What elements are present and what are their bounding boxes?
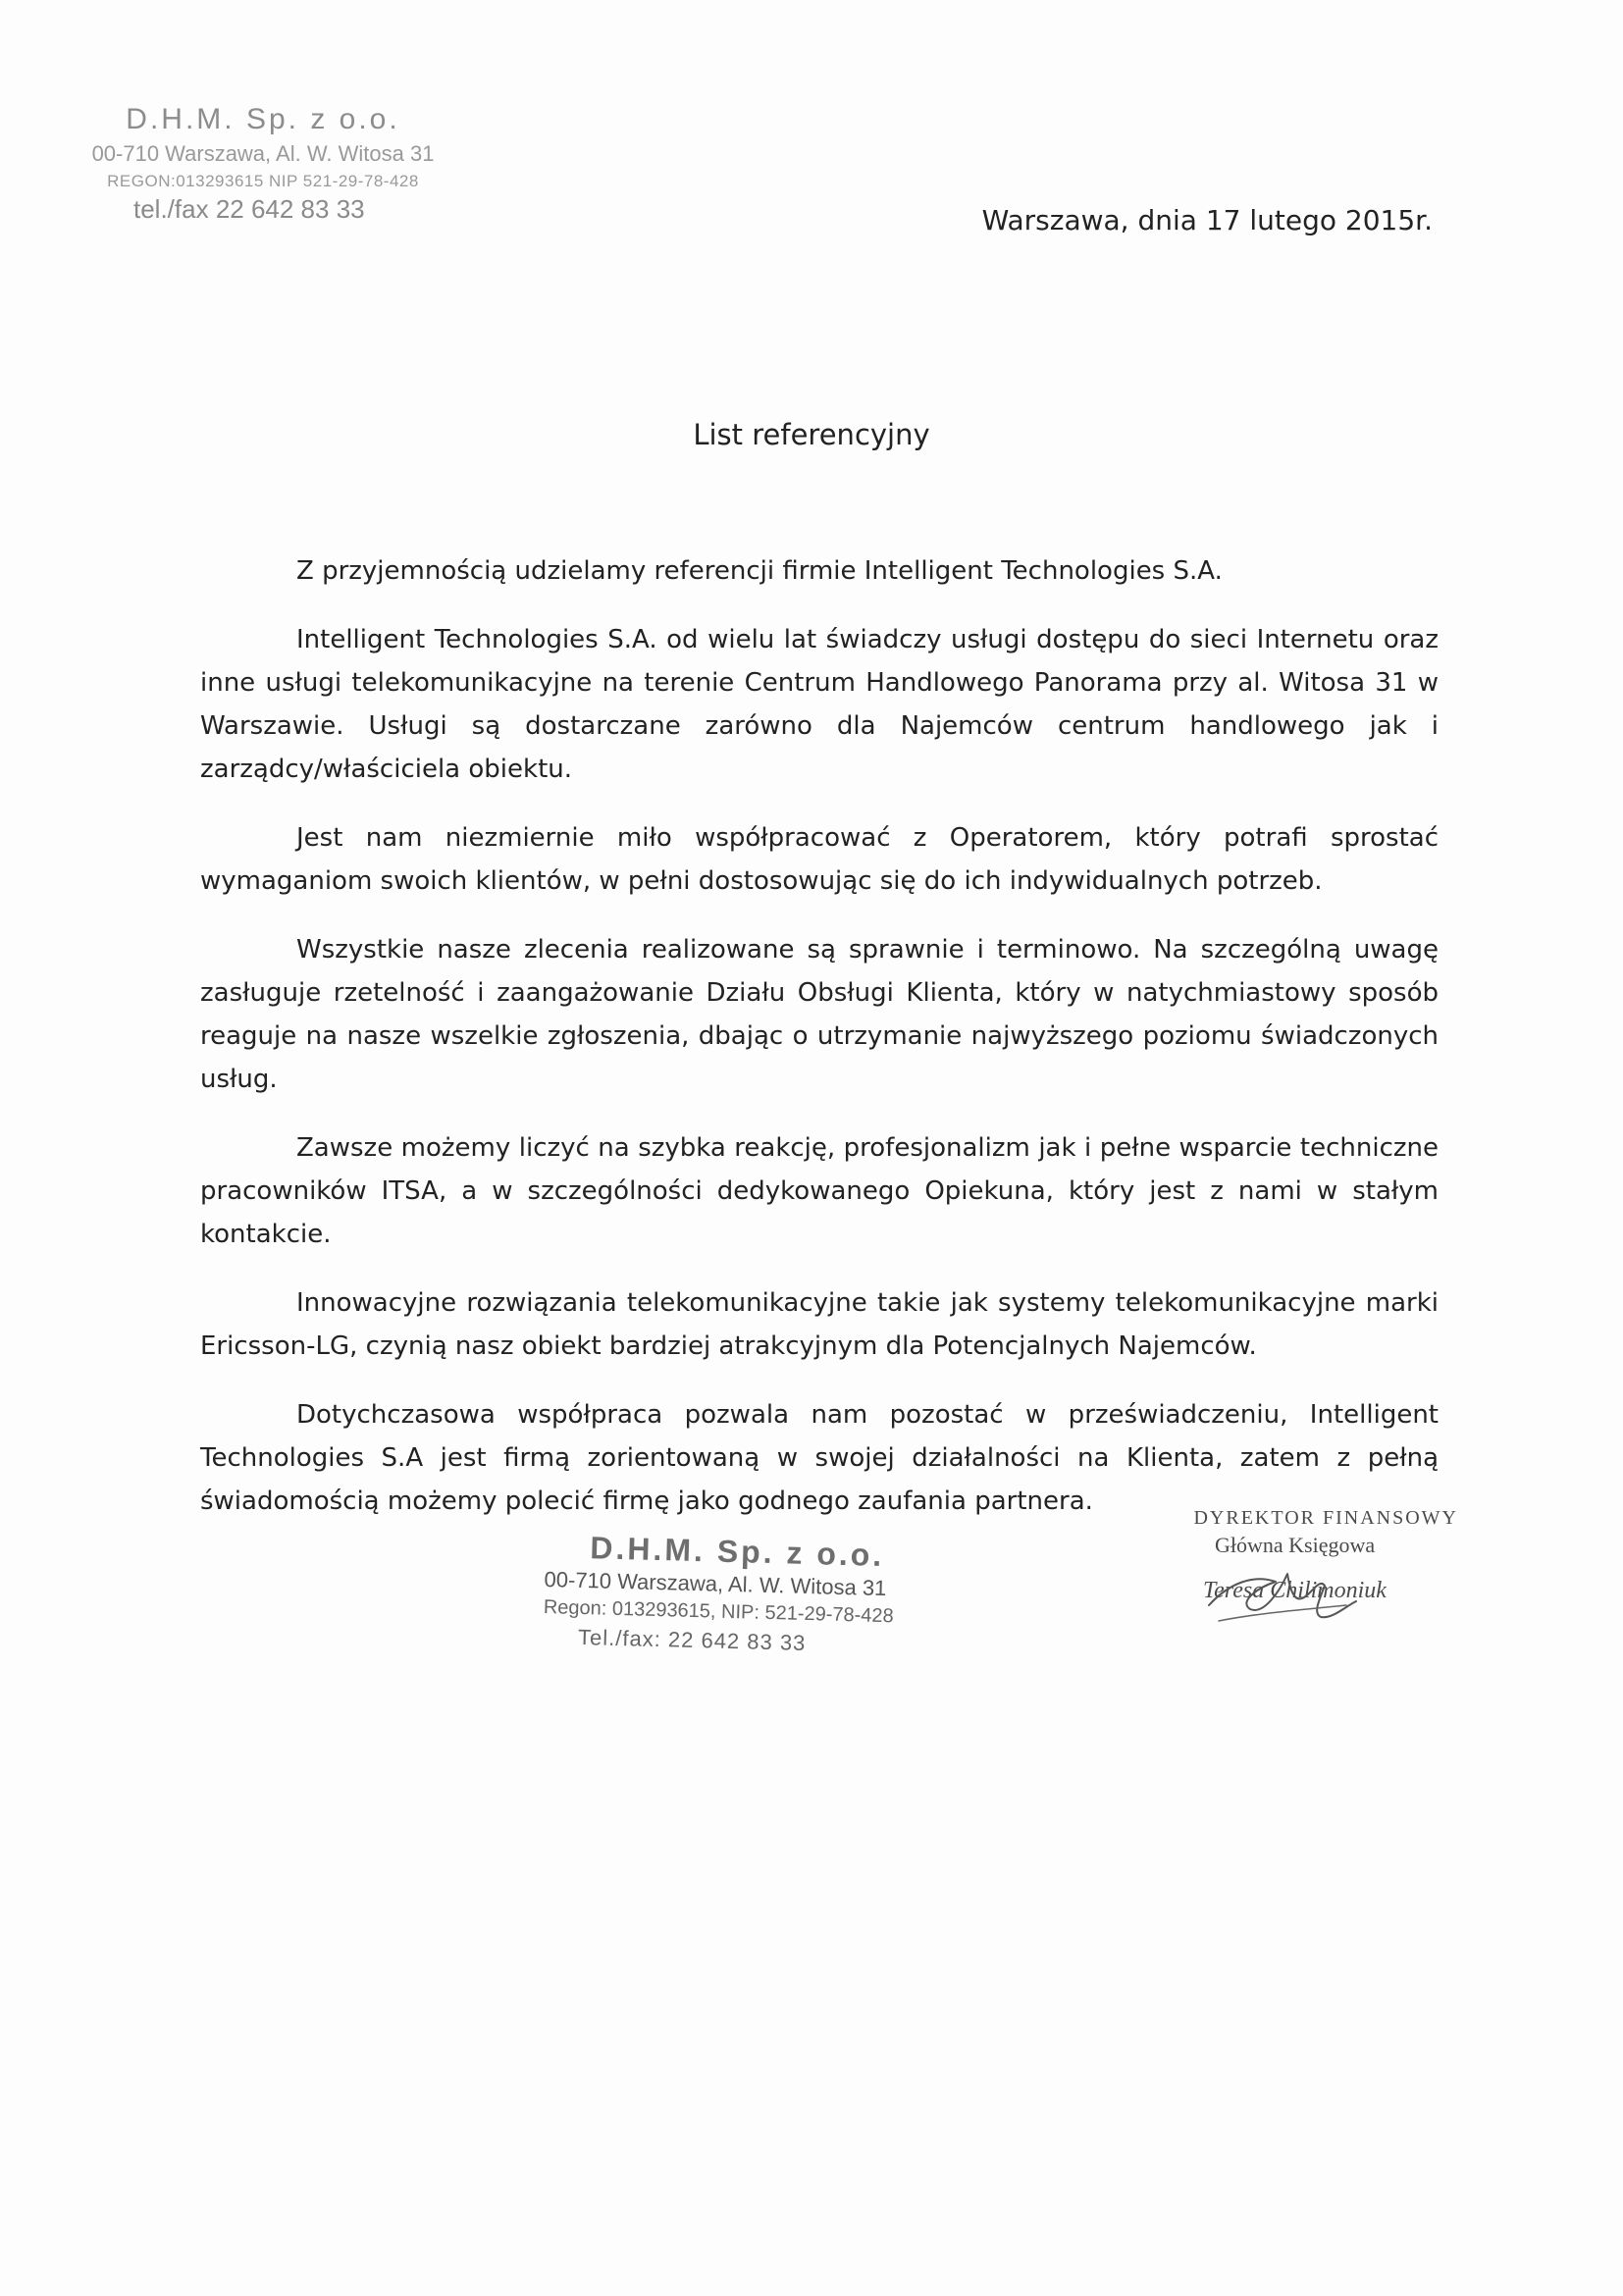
paragraph-services: Intelligent Technologies S.A. od wielu lat świadczy usługi dostępu do sieci Internetu oraz inne usługi telekomunikacyjne na terenie Centrum Handlowego Panorama przy al. Witosa 31 w Warszawie. Usługi są dostarczane zarówno dla Najemców centrum handlowego jak i zarządcy/właściciela obiektu. — [200, 625, 1439, 784]
footer-stamp-ids: Regon: 013293615, NIP: 521-29-78-428 — [543, 1595, 894, 1628]
signatory-name: Teresa Chilimoniuk — [1203, 1578, 1387, 1603]
header-company-stamp — [77, 102, 449, 224]
footer-company-stamp — [543, 1527, 938, 1662]
paragraph-intro: Z przyjemnością udzielamy referencji firmie Intelligent Technologies S.A. — [296, 556, 1223, 586]
header-stamp-address: 00-710 Warszawa, Al. W. Witosa 31 — [91, 141, 435, 166]
header-stamp-phone: tel./fax 22 642 83 33 — [133, 194, 365, 224]
handwritten-signature-icon — [1199, 1544, 1366, 1633]
paragraph-recommendation: Dotychczasowa współpraca pozwala nam pozostać w przeświadczeniu, Intelligent Technologies S.A jest firmą zorientowaną w swojej działalności na Klienta, zatem z pełną świadomością możemy polecić firmę jako godnego zaufania partnera. — [200, 1400, 1439, 1516]
date-line: Warszawa, dnia 17 lutego 2015r. — [981, 204, 1433, 236]
footer-stamp-phone: Tel./fax: 22 642 83 33 — [577, 1624, 807, 1655]
header-stamp-ids: REGON:013293615 NIP 521-29-78-428 — [107, 172, 419, 190]
paragraph-orders: Wszystkie nasze zlecenia realizowane są sprawnie i terminowo. Na szczególną uwagę zasługuje rzetelność i zaangażowanie Działu Obsługi Klienta, który w natychmiastowy sposób reaguje na nasze wszelkie zgłoszenia, dbając o utrzymanie najwyższego poziomu świadczonych usług. — [200, 935, 1439, 1094]
header-stamp-name: D.H.M. Sp. z o.o. — [126, 103, 400, 135]
document-title: List referencyjny — [693, 418, 930, 451]
signatory-position: Główna Księgowa — [1215, 1533, 1376, 1557]
footer-stamp-name: D.H.M. Sp. z o.o. — [589, 1530, 885, 1574]
paragraph-support: Zawsze możemy liczyć na szybka reakcję, profesjonalizm jak i pełne wsparcie techniczne pracowników ITSA, a w szczególności dedykowanego Opiekuna, który jest z nami w stałym kontakcie. — [200, 1133, 1439, 1249]
signatory-role: DYREKTOR FINANSOWY — [1193, 1507, 1458, 1529]
letter-body — [200, 549, 1439, 1548]
paragraph-cooperation: Jest nam niezmiernie miło współpracować z Operatorem, który potrafi sprostać wymaganiom swoich klientów, w pełni dostosowując się do ich indywidualnych potrzeb. — [200, 823, 1439, 896]
footer-stamp-address: 00-710 Warszawa, Al. W. Witosa 31 — [544, 1566, 887, 1601]
paragraph-innovation: Innowacyjne rozwiązania telekomunikacyjne takie jak systemy telekomunikacyjne marki Ericsson-LG, czynią nasz obiekt bardziej atrakcyjnym dla Potencjalnych Najemców. — [200, 1288, 1439, 1361]
